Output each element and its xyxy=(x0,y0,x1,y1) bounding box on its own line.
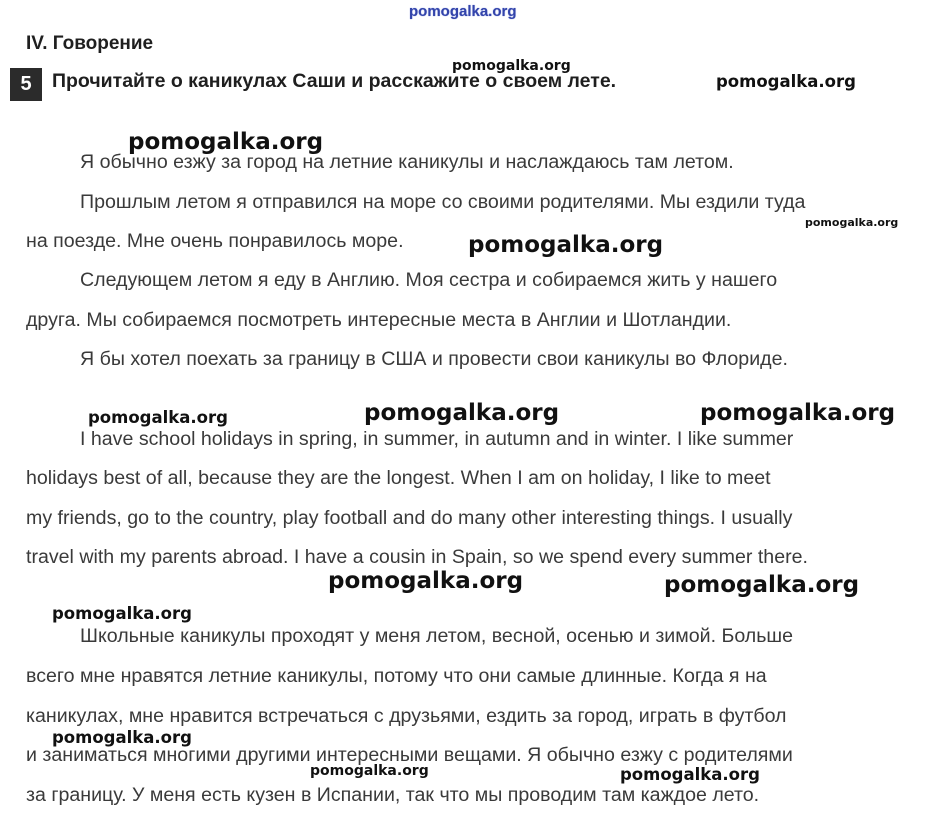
watermark-top: pomogalka.org xyxy=(409,3,517,20)
text-line: и заниматься многими другими интересными вещами. Я обычно езжу с родителями xyxy=(26,744,793,766)
text-line: my friends, go to the country, play football and do many other interesting things. I usually xyxy=(26,507,793,529)
text-line: I have school holidays in spring, in summer, in autumn and in winter. I like summer xyxy=(80,428,794,450)
watermark: pomogalka.org xyxy=(805,216,899,229)
watermark: pomogalka.org xyxy=(452,58,571,74)
text-line: Я бы хотел поехать за границу в США и провести свои каникулы во Флориде. xyxy=(80,348,788,370)
watermark: pomogalka.org xyxy=(664,572,860,598)
watermark: pomogalka.org xyxy=(700,400,896,426)
watermark: pomogalka.org xyxy=(716,72,856,91)
text-line: всего мне нравятся летние каникулы, потому что они самые длинные. Когда я на xyxy=(26,665,767,687)
watermark: pomogalka.org xyxy=(52,604,192,623)
watermark: pomogalka.org xyxy=(52,728,192,747)
watermark: pomogalka.org xyxy=(128,129,324,155)
text-line: на поезде. Мне очень понравилось море. xyxy=(26,230,404,252)
watermark: pomogalka.org xyxy=(310,763,429,779)
text-line: друга. Мы собираемся посмотреть интересные места в Англии и Шотландии. xyxy=(26,309,732,331)
section-title: IV. Говорение xyxy=(26,33,154,54)
watermark: pomogalka.org xyxy=(620,765,760,784)
task-instruction: Прочитайте о каникулах Саши и расскажите о своем лете. xyxy=(52,70,617,92)
watermark: pomogalka.org xyxy=(328,568,524,594)
watermark: pomogalka.org xyxy=(88,408,228,427)
watermark: pomogalka.org xyxy=(468,232,664,258)
text-line: Следующем летом я еду в Англию. Моя сестра и собираемся жить у нашего xyxy=(80,269,778,291)
text-line: каникулах, мне нравится встречаться с друзьями, ездить за город, играть в футбол xyxy=(26,705,787,727)
text-line: за границу. У меня есть кузен в Испании, так что мы проводим там каждое лето. xyxy=(26,784,760,806)
text-line: Я обычно езжу за город на летние каникулы и наслаждаюсь там летом. xyxy=(80,151,734,173)
task-number-badge: 5 xyxy=(10,68,42,101)
watermark: pomogalka.org xyxy=(364,400,560,426)
text-line: travel with my parents abroad. I have a cousin in Spain, so we spend every summer there. xyxy=(26,546,808,568)
text-line: holidays best of all, because they are the longest. When I am on holiday, I like to meet xyxy=(26,467,771,489)
text-line: Школьные каникулы проходят у меня летом, весной, осенью и зимой. Больше xyxy=(80,625,794,647)
text-line: Прошлым летом я отправился на море со своими родителями. Мы ездили туда xyxy=(80,191,806,213)
